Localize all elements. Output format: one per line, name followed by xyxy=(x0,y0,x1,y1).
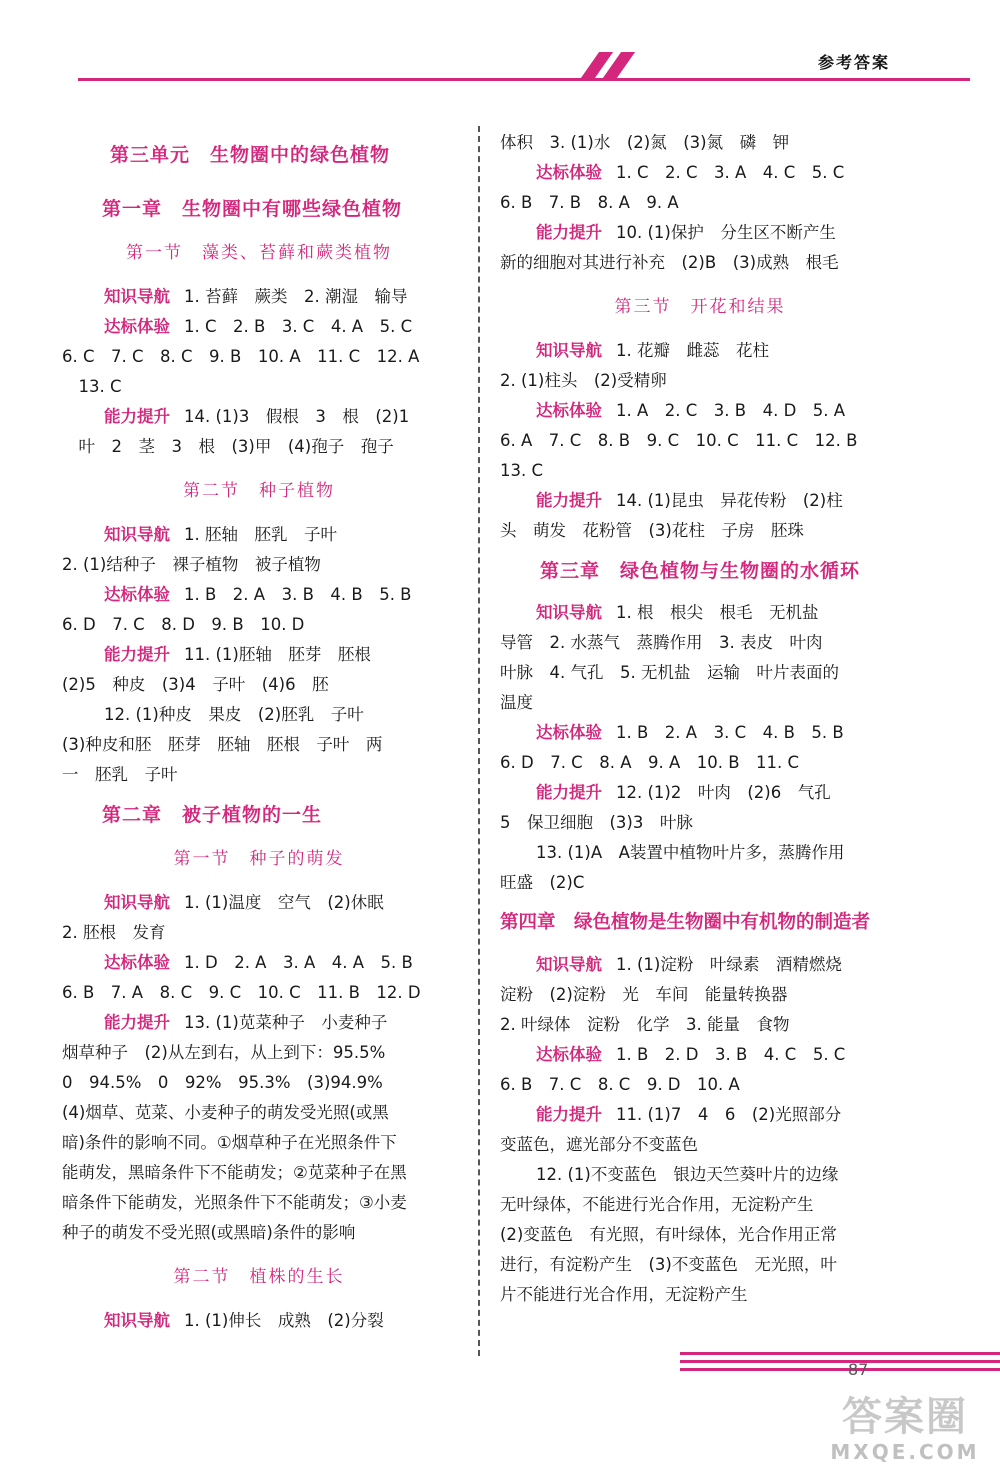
answer-line xyxy=(500,718,900,748)
answer-line xyxy=(62,1008,456,1038)
answer-line xyxy=(62,312,456,342)
answer-category-label: 达标体验 xyxy=(104,585,170,604)
answer-category-label: 达标体验 xyxy=(536,723,602,742)
answer-line xyxy=(62,670,456,700)
answer-category-label: 知识导航 xyxy=(104,287,170,306)
line-text: 1. D 2. A 3. A 4. A 5. B xyxy=(184,953,413,972)
answer-category-label: 达标体验 xyxy=(536,1045,602,1064)
unit-title xyxy=(110,140,456,170)
answer-line xyxy=(500,456,900,486)
line-text: 6. B 7. A 8. C 9. C 10. C 11. B 12. D xyxy=(62,983,421,1002)
answer-line xyxy=(62,1188,456,1218)
line-text: 第三单元 生物圈中的绿色植物 xyxy=(110,144,391,166)
answer-line xyxy=(500,248,900,278)
section-title xyxy=(62,238,456,268)
line-text: 14. (1)3 假根 3 根 (2)1 xyxy=(184,407,410,426)
answer-line xyxy=(500,336,900,366)
footer-rules xyxy=(680,1352,1000,1376)
answer-line xyxy=(500,486,900,516)
header-rule xyxy=(78,78,970,81)
answer-line xyxy=(62,282,456,312)
line-text: 12. (1)2 叶肉 (2)6 气孔 xyxy=(616,783,831,802)
line-text: 第三节 开花和结果 xyxy=(614,297,786,317)
answer-category-label: 能力提升 xyxy=(536,223,602,242)
line-text: 第一章 生物圈中有哪些绿色植物 xyxy=(102,198,403,220)
line-text: 第三章 绿色植物与生物圈的水循环 xyxy=(540,560,861,582)
answer-line xyxy=(500,1160,900,1190)
answer-line xyxy=(500,1220,900,1250)
line-text: 1. (1)伸长 成熟 (2)分裂 xyxy=(184,1311,384,1330)
answer-line xyxy=(62,342,456,372)
answer-category-label: 达标体验 xyxy=(536,401,602,420)
answer-category-label: 知识导航 xyxy=(104,1311,170,1330)
section-title xyxy=(62,844,456,874)
line-text: 5 保卫细胞 (3)3 叶脉 xyxy=(500,813,693,832)
answer-line xyxy=(62,432,456,462)
answer-line xyxy=(62,1128,456,1158)
line-text: 第四章 绿色植物是生物圈中有机物的制造者 xyxy=(500,912,871,933)
line-text: 新的细胞对其进行补充 (2)B (3)成熟 根毛 xyxy=(500,253,839,272)
line-text: 变蓝色，遮光部分不变蓝色 xyxy=(500,1135,698,1154)
answer-category-label: 知识导航 xyxy=(536,341,602,360)
line-text: 烟草种子 (2)从左到右，从上到下：95.5% xyxy=(62,1043,386,1062)
answer-line xyxy=(500,950,900,980)
answer-line xyxy=(500,688,900,718)
answer-line xyxy=(62,550,456,580)
line-text: 第二节 种子植物 xyxy=(183,481,335,501)
line-text: (4)烟草、苋菜、小麦种子的萌发受光照(或黑 xyxy=(62,1103,389,1122)
answer-line xyxy=(62,918,456,948)
line-text: 11. (1)7 4 6 (2)光照部分 xyxy=(616,1105,842,1124)
watermark-url: MXQE.COM xyxy=(830,1440,980,1464)
answer-line xyxy=(500,628,900,658)
line-text: 种子的萌发不受光照(或黑暗)条件的影响 xyxy=(62,1223,356,1242)
line-text: 2. 叶绿体 淀粉 化学 3. 能量 食物 xyxy=(500,1015,790,1034)
line-text: 导管 2. 水蒸气 蒸腾作用 3. 表皮 叶肉 xyxy=(500,633,823,652)
answer-category-label: 知识导航 xyxy=(104,893,170,912)
answer-line xyxy=(500,658,900,688)
line-text: 一 胚乳 子叶 xyxy=(62,765,178,784)
answer-line xyxy=(62,888,456,918)
answer-category-label: 能力提升 xyxy=(536,1105,602,1124)
line-text: 2. (1)结种子 裸子植物 被子植物 xyxy=(62,555,321,574)
answer-line xyxy=(500,778,900,808)
answer-category-label: 能力提升 xyxy=(536,491,602,510)
answer-line xyxy=(500,838,900,868)
line-text: 1. B 2. A 3. B 4. B 5. B xyxy=(184,585,412,604)
line-text: 1. 花瓣 雌蕊 花柱 xyxy=(616,341,769,360)
answer-line xyxy=(500,366,900,396)
line-text: 暗条件下能萌发，光照条件下不能萌发；③小麦 xyxy=(62,1193,407,1212)
answer-category-label: 达标体验 xyxy=(536,163,602,182)
line-text: 叶 2 茎 3 根 (3)甲 (4)孢子 孢子 xyxy=(62,437,394,456)
line-text: 片不能进行光合作用，无淀粉产生 xyxy=(500,1285,748,1304)
line-text: 暗)条件的影响不同。①烟草种子在光照条件下 xyxy=(62,1133,397,1152)
answer-line xyxy=(500,1010,900,1040)
line-text: 1. B 2. D 3. B 4. C 5. C xyxy=(616,1045,846,1064)
answer-line xyxy=(62,1098,456,1128)
answer-line xyxy=(500,980,900,1010)
answer-category-label: 知识导航 xyxy=(104,525,170,544)
answer-line xyxy=(500,516,900,546)
line-text: 第一节 藻类、苔藓和蕨类植物 xyxy=(126,243,392,263)
line-text: 6. D 7. C 8. A 9. A 10. B 11. C xyxy=(500,753,800,772)
chapter-title xyxy=(500,908,900,938)
answer-category-label: 达标体验 xyxy=(104,317,170,336)
answer-line xyxy=(62,610,456,640)
line-text: 1. C 2. C 3. A 4. C 5. C xyxy=(616,163,845,182)
answer-line xyxy=(500,748,900,778)
line-text: (2)5 种皮 (3)4 子叶 (4)6 胚 xyxy=(62,675,329,694)
answer-line xyxy=(62,580,456,610)
line-text: 第二节 植株的生长 xyxy=(173,1267,345,1287)
answer-line xyxy=(500,426,900,456)
line-text: 旺盛 (2)C xyxy=(500,873,585,892)
answer-category-label: 能力提升 xyxy=(536,783,602,802)
answer-category-label: 能力提升 xyxy=(104,645,170,664)
line-text: 13. (1)A A装置中植物叶片多，蒸腾作用 xyxy=(536,843,845,862)
column-divider xyxy=(478,126,480,1356)
line-text: 1. C 2. B 3. C 4. A 5. C xyxy=(184,317,413,336)
answer-line xyxy=(500,218,900,248)
answer-line xyxy=(62,1158,456,1188)
answer-category-label: 能力提升 xyxy=(104,407,170,426)
line-text: 6. B 7. B 8. A 9. A xyxy=(500,193,679,212)
answer-line xyxy=(62,948,456,978)
answer-line xyxy=(500,598,900,628)
answer-line xyxy=(62,640,456,670)
line-text: 1. 胚轴 胚乳 子叶 xyxy=(184,525,337,544)
line-text: 能萌发，黑暗条件下不能萌发；②苋菜种子在黑 xyxy=(62,1163,407,1182)
answer-line xyxy=(500,1100,900,1130)
line-text: 12. (1)种皮 果皮 (2)胚乳 子叶 xyxy=(104,705,364,724)
line-text: 1. 根 根尖 根毛 无机盐 xyxy=(616,603,819,622)
answer-line xyxy=(62,1218,456,1248)
line-text: 1. (1)淀粉 叶绿素 酒精燃烧 xyxy=(616,955,842,974)
line-text: 6. A 7. C 8. B 9. C 10. C 11. C 12. B xyxy=(500,431,858,450)
answer-line xyxy=(62,1038,456,1068)
line-text: 体积 3. (1)水 (2)氮 (3)氮 磷 钾 xyxy=(500,133,790,152)
answer-line xyxy=(62,520,456,550)
line-text: 6. B 7. C 8. C 9. D 10. A xyxy=(500,1075,740,1094)
answer-line xyxy=(500,808,900,838)
answer-line xyxy=(62,730,456,760)
section-title xyxy=(62,476,456,506)
answer-category-label: 知识导航 xyxy=(536,955,602,974)
line-text: 头 萌发 花粉管 (3)花柱 子房 胚珠 xyxy=(500,521,804,540)
line-text: (3)种皮和胚 胚芽 胚轴 胚根 子叶 两 xyxy=(62,735,383,754)
line-text: 0 94.5% 0 92% 95.3% (3)94.9% xyxy=(62,1073,383,1092)
answer-line xyxy=(500,188,900,218)
line-text: 1. (1)温度 空气 (2)休眠 xyxy=(184,893,384,912)
answer-line xyxy=(500,1250,900,1280)
answer-line xyxy=(500,1280,900,1310)
answer-line xyxy=(500,1130,900,1160)
answer-category-label: 达标体验 xyxy=(104,953,170,972)
answer-line xyxy=(62,978,456,1008)
answer-category-label: 能力提升 xyxy=(104,1013,170,1032)
page-number: 87 xyxy=(848,1360,869,1379)
line-text: 叶脉 4. 气孔 5. 无机盐 运输 叶片表面的 xyxy=(500,663,839,682)
line-text: 10. (1)保护 分生区不断产生 xyxy=(616,223,836,242)
chapter-title xyxy=(102,800,456,830)
line-text: 2. (1)柱头 (2)受精卵 xyxy=(500,371,667,390)
answer-category-label: 知识导航 xyxy=(536,603,602,622)
answer-line xyxy=(62,760,456,790)
line-text: 11. (1)胚轴 胚芽 胚根 xyxy=(184,645,371,664)
line-text: 进行，有淀粉产生 (3)不变蓝色 无光照，叶 xyxy=(500,1255,837,1274)
answer-line xyxy=(500,868,900,898)
section-title xyxy=(62,1262,456,1292)
answer-line xyxy=(62,700,456,730)
line-text: 温度 xyxy=(500,693,533,712)
line-text: 1. B 2. A 3. C 4. B 5. B xyxy=(616,723,844,742)
answer-line xyxy=(62,1306,456,1336)
chapter-title xyxy=(102,194,456,224)
answer-line xyxy=(62,372,456,402)
line-text: 14. (1)昆虫 异花传粉 (2)柱 xyxy=(616,491,843,510)
answer-line xyxy=(500,396,900,426)
line-text: 第二章 被子植物的一生 xyxy=(102,804,323,826)
line-text: 6. D 7. C 8. D 9. B 10. D xyxy=(62,615,305,634)
line-text: 13. (1)苋菜种子 小麦种子 xyxy=(184,1013,388,1032)
answer-line xyxy=(500,128,900,158)
line-text: 1. A 2. C 3. B 4. D 5. A xyxy=(616,401,846,420)
section-title xyxy=(500,292,900,322)
line-text: (2)变蓝色 有光照，有叶绿体，光合作用正常 xyxy=(500,1225,837,1244)
line-text: 1. 苔藓 蕨类 2. 潮湿 输导 xyxy=(184,287,408,306)
left-column xyxy=(62,128,456,1336)
header-label: 参考答案 xyxy=(817,53,890,72)
line-text: 13. C xyxy=(62,377,122,396)
chapter-title xyxy=(540,556,900,586)
line-text: 无叶绿体，不能进行光合作用，无淀粉产生 xyxy=(500,1195,814,1214)
line-text: 第一节 种子的萌发 xyxy=(173,849,345,869)
line-text: 12. (1)不变蓝色 银边天竺葵叶片的边缘 xyxy=(536,1165,839,1184)
line-text: 2. 胚根 发育 xyxy=(62,923,166,942)
answer-line xyxy=(62,402,456,432)
right-column xyxy=(500,128,900,1310)
answer-line xyxy=(500,158,900,188)
answer-line xyxy=(500,1040,900,1070)
line-text: 6. C 7. C 8. C 9. B 10. A 11. C 12. A xyxy=(62,347,420,366)
line-text: 淀粉 (2)淀粉 光 车间 能量转换器 xyxy=(500,985,788,1004)
line-text: 13. C xyxy=(500,461,544,480)
answer-line xyxy=(500,1070,900,1100)
watermark-logo: 答案圈 xyxy=(842,1394,968,1440)
answer-line xyxy=(62,1068,456,1098)
answer-line xyxy=(500,1190,900,1220)
